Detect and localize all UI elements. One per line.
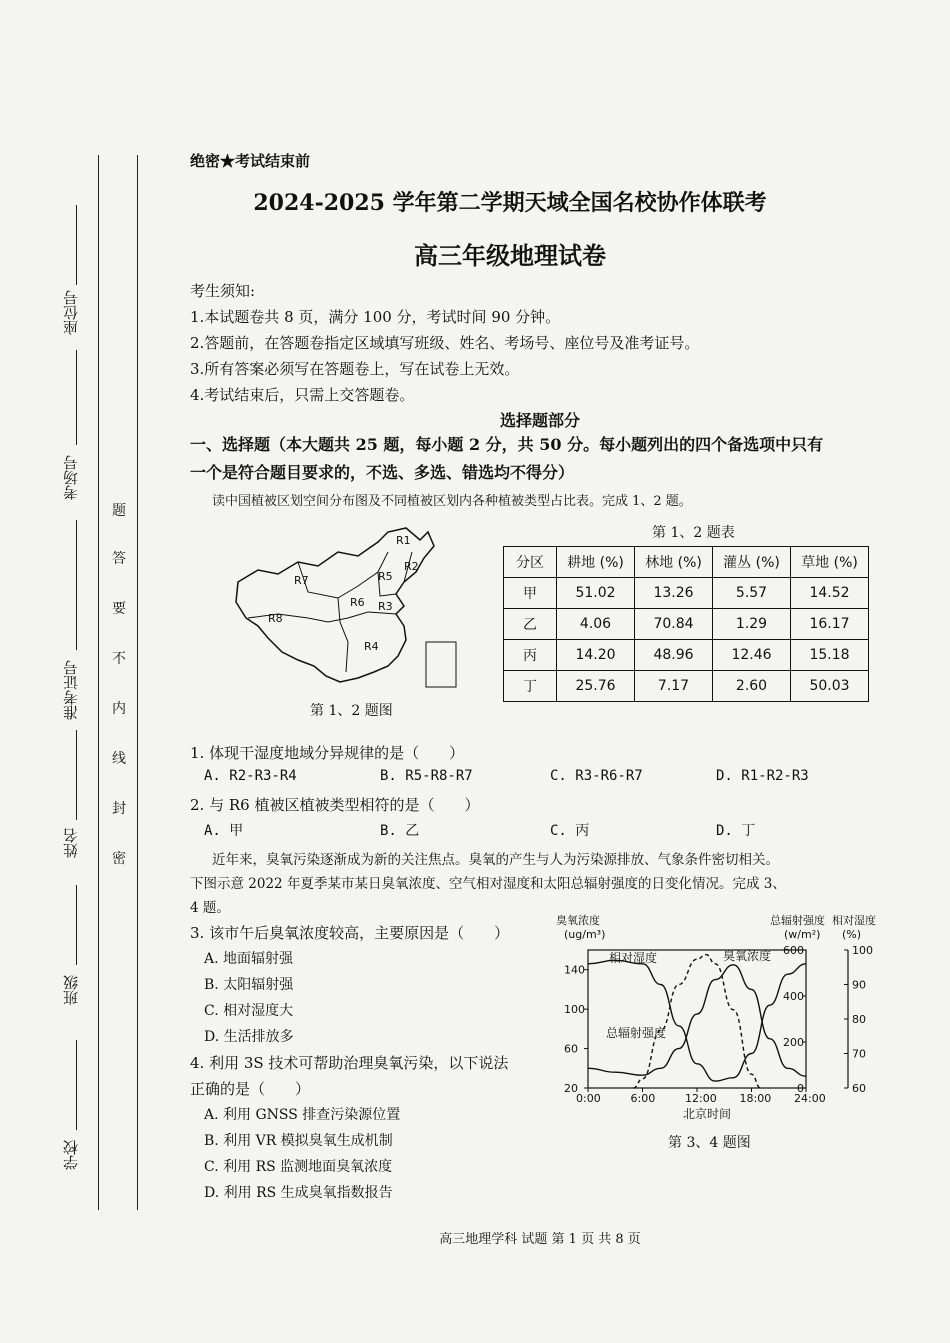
exam-subtitle: 高三年级地理试卷	[414, 241, 606, 270]
seal-char: 题	[112, 503, 126, 519]
seal-char: 线	[112, 751, 126, 767]
table-header: 草地 (%)	[791, 547, 869, 578]
region-label: R4	[364, 640, 379, 653]
region-label: R3	[378, 600, 393, 613]
q2-stem: 2. 与 R6 植被区植被类型相符的是（ ）	[190, 796, 480, 814]
radiation-tick-label: 600	[783, 944, 804, 957]
region-boundary	[338, 598, 348, 672]
section-heading: 一、选择题（本大题共 25 题，每小题 2 分，共 50 分。每小题列出的四个备选项中只有	[190, 435, 824, 454]
q4-stem: 4. 利用 3S 技术可帮助治理臭氧污染，以下说法	[190, 1054, 509, 1072]
humidity-tick-label: 80	[852, 1013, 866, 1026]
section-heading: 一个是符合题目要求的，不选、多选、错选均不得分）	[190, 463, 575, 482]
binding-line-left	[98, 155, 99, 1210]
x-tick-label: 12:00	[685, 1092, 717, 1105]
q1-option-c[interactable]: C. R3-R6-R7	[550, 768, 643, 784]
seal-char: 封	[112, 801, 126, 817]
series-label-humidity: 相对湿度	[609, 951, 658, 965]
q2-option-a[interactable]: A. 甲	[204, 823, 244, 839]
x-axis-label: 北京时间	[683, 1107, 732, 1121]
china-outline	[236, 528, 434, 682]
q2-option-c[interactable]: C. 丙	[550, 823, 590, 839]
series-label-ozone: 臭氧浓度	[723, 949, 772, 963]
room-label: 考场号	[62, 455, 80, 500]
q3-option-c[interactable]: C. 相对湿度大	[204, 1003, 294, 1019]
seal-char: 内	[112, 701, 126, 717]
passage-line: 4 题。	[190, 900, 230, 916]
region-boundary	[298, 552, 388, 598]
series-label-radiation: 总辐射强度	[606, 1026, 667, 1040]
name-field-line[interactable]	[76, 730, 77, 820]
seal-char: 要	[112, 601, 126, 617]
humidity-tick-label: 60	[852, 1082, 866, 1095]
humidity-tick-label: 90	[852, 978, 866, 992]
table-cell: 48.96	[635, 640, 713, 671]
table-cell: 12.46	[713, 640, 791, 671]
ozone-tick-label: 60	[564, 1042, 578, 1056]
section-title: 选择题部分	[499, 411, 580, 430]
vegetation-table	[503, 546, 869, 702]
q1-option-a[interactable]: A. R2-R3-R4	[204, 768, 297, 784]
q1-option-d[interactable]: D. R1-R2-R3	[716, 768, 809, 784]
radiation-tick-label: 0	[797, 1082, 804, 1095]
q4-option-c[interactable]: C. 利用 RS 监测地面臭氧浓度	[204, 1159, 393, 1175]
south-sea-inset	[426, 642, 456, 687]
radiation-tick-label: 200	[783, 1036, 804, 1049]
q2-option-b[interactable]: B. 乙	[380, 823, 420, 839]
region-label: R1	[396, 534, 411, 547]
humidity-axis-label: 相对湿度	[832, 914, 876, 927]
school-field-line[interactable]	[76, 1040, 77, 1130]
map-caption: 第 1、2 题图	[310, 703, 393, 719]
ozone-axis-label: 臭氧浓度	[556, 914, 600, 927]
notice-item: 4.考试结束后，只需上交答题卷。	[190, 386, 415, 404]
table-cell: 4.06	[557, 609, 635, 640]
notice-item: 3.所有答案必须写在答题卷上，写在试卷上无效。	[190, 360, 520, 378]
table-cell: 14.52	[791, 578, 869, 609]
table-header-row	[504, 547, 869, 578]
chart-caption: 第 3、4 题图	[668, 1135, 751, 1151]
ozone-tick-label: 20	[564, 1082, 578, 1095]
class-label: 班级	[62, 975, 80, 1005]
region-label: R6	[350, 596, 365, 609]
table-cell: 1.29	[713, 609, 791, 640]
plot-frame	[588, 950, 806, 1088]
table-cell: 25.76	[557, 671, 635, 702]
notice-item: 2.答题前，在答题卷指定区域填写班级、姓名、考场号、座位号及准考证号。	[190, 334, 700, 352]
table-header: 灌丛 (%)	[713, 547, 791, 578]
ozone-axis-unit: (ug/m³)	[564, 928, 606, 941]
exam-title: 2024-2025 学年第二学期天域全国名校协作体联考	[253, 190, 767, 216]
humidity-tick-label: 100	[852, 944, 873, 957]
table-cell: 乙	[504, 609, 557, 640]
passage-line: 下图示意 2022 年夏季某市某日臭氧浓度、空气相对湿度和太阳总辐射强度的日变化情况。完成 3、	[190, 876, 786, 892]
radiation-axis-unit: (w/m²)	[784, 928, 821, 941]
q1-option-b[interactable]: B. R5-R8-R7	[380, 768, 473, 784]
table-cell: 50.03	[791, 671, 869, 702]
table-cell: 13.26	[635, 578, 713, 609]
vegetation-map	[228, 522, 478, 702]
x-tick-label: 0:00	[576, 1092, 601, 1105]
table-cell: 2.60	[713, 671, 791, 702]
q3-option-a[interactable]: A. 地面辐射强	[204, 951, 294, 967]
humidity-tick-label: 70	[852, 1047, 866, 1061]
class-field-line[interactable]	[76, 885, 77, 965]
seal-char: 不	[112, 651, 126, 667]
q4-option-b[interactable]: B. 利用 VR 模拟臭氧生成机制	[204, 1133, 393, 1149]
table-row	[504, 671, 869, 702]
table-caption: 第 1、2 题表	[652, 525, 735, 541]
q4-option-d[interactable]: D. 利用 RS 生成臭氧指数报告	[204, 1185, 393, 1201]
table-header: 耕地 (%)	[557, 547, 635, 578]
ozone-chart	[548, 910, 888, 1125]
q3-stem: 3. 该市午后臭氧浓度较高，主要原因是（ ）	[190, 924, 510, 942]
notice-item: 1.本试题卷共 8 页，满分 100 分，考试时间 90 分钟。	[190, 308, 561, 326]
ozone-tick-label: 100	[564, 1003, 585, 1017]
series-line-humidity	[588, 960, 806, 1081]
q12-intro: 读中国植被区划空间分布图及不同植被区划内各种植被类型占比表。完成 1、2 题。	[212, 494, 692, 509]
table-row	[504, 640, 869, 671]
humidity-axis-unit: (%)	[842, 928, 862, 941]
ticket-field-line[interactable]	[76, 520, 77, 650]
ticket-label: 准考证号	[62, 660, 80, 720]
table-row	[504, 578, 869, 609]
page-footer: 高三地理学科 试题 第 1 页 共 8 页	[439, 1232, 641, 1247]
region-label: R2	[404, 560, 419, 573]
seat-label: 座位号	[62, 290, 80, 335]
table-header: 林地 (%)	[635, 547, 713, 578]
q3-option-b[interactable]: B. 太阳辐射强	[204, 977, 294, 993]
table-cell: 16.17	[791, 609, 869, 640]
region-label: R5	[378, 570, 393, 583]
radiation-axis-label: 总辐射强度	[770, 914, 825, 927]
table-cell: 丙	[504, 640, 557, 671]
q4-stem: 正确的是（ ）	[190, 1080, 311, 1098]
q1-stem: 1. 体现干湿度地域分异规律的是（ ）	[190, 744, 465, 762]
table-row	[504, 609, 869, 640]
radiation-tick-label: 400	[783, 990, 804, 1003]
x-tick-label: 24:00	[794, 1092, 826, 1105]
q3-option-d[interactable]: D. 生活排放多	[204, 1029, 294, 1045]
region-label: R8	[268, 612, 283, 625]
table-header: 分区	[504, 547, 557, 578]
table-cell: 70.84	[635, 609, 713, 640]
q4-option-a[interactable]: A. 利用 GNSS 排查污染源位置	[204, 1107, 401, 1123]
school-label: 学校	[62, 1140, 80, 1170]
table-cell: 丁	[504, 671, 557, 702]
binding-line-right	[137, 155, 138, 1210]
notice-title: 考生须知:	[190, 282, 256, 300]
name-label: 姓名	[62, 828, 80, 858]
seal-char: 密	[112, 851, 126, 867]
ozone-tick-label: 140	[564, 963, 585, 977]
x-tick-label: 6:00	[630, 1092, 656, 1105]
secret-mark: 绝密★考试结束前	[190, 152, 311, 170]
table-cell: 15.18	[791, 640, 869, 671]
region-label: R7	[294, 574, 309, 587]
table-cell: 14.20	[557, 640, 635, 671]
q2-option-d[interactable]: D. 丁	[716, 823, 756, 839]
seal-char: 答	[112, 551, 126, 567]
table-cell: 7.17	[635, 671, 713, 702]
passage-line: 近年来，臭氧污染逐渐成为新的关注焦点。臭氧的产生与人为污染源排放、气象条件密切相关。	[212, 852, 779, 868]
table-cell: 甲	[504, 578, 557, 609]
x-tick-label: 18:00	[739, 1092, 772, 1105]
table-cell: 5.57	[713, 578, 791, 609]
series-line-ozone	[588, 965, 806, 1076]
table-cell: 51.02	[557, 578, 635, 609]
